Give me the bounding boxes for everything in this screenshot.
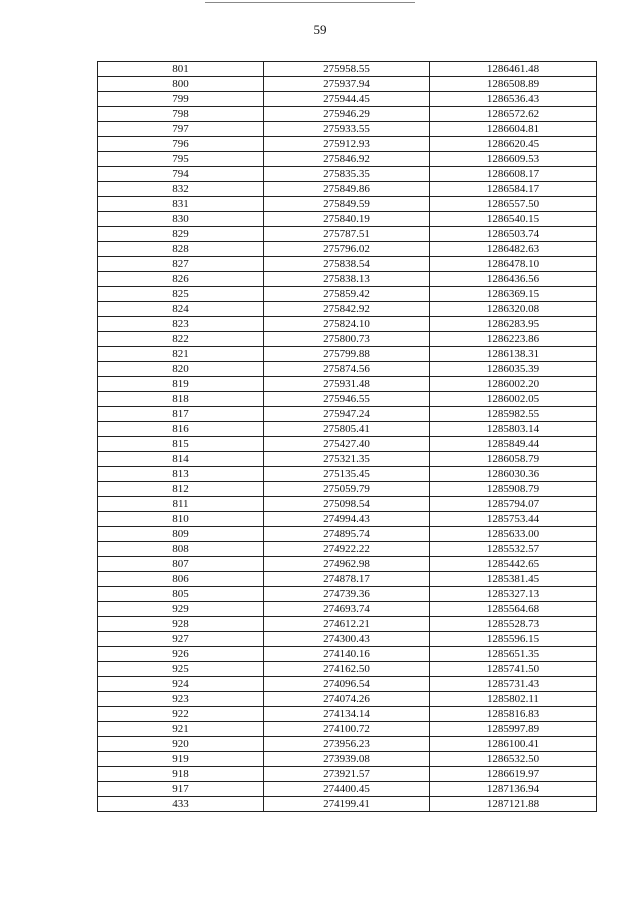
coordinates-table (97, 61, 597, 812)
point-number-cell: 795 (98, 152, 264, 167)
y-coordinate-cell: 1286572.62 (430, 107, 597, 122)
point-number-cell: 813 (98, 467, 264, 482)
y-coordinate-cell: 1286002.05 (430, 392, 597, 407)
point-number-cell: 812 (98, 482, 264, 497)
x-coordinate-cell: 275931.48 (264, 377, 430, 392)
table-row (98, 332, 597, 347)
x-coordinate-cell: 275946.55 (264, 392, 430, 407)
point-number-cell: 917 (98, 782, 264, 797)
table-row (98, 197, 597, 212)
point-number-cell: 827 (98, 257, 264, 272)
y-coordinate-cell: 1286035.39 (430, 362, 597, 377)
y-coordinate-cell: 1286540.15 (430, 212, 597, 227)
x-coordinate-cell: 273921.57 (264, 767, 430, 782)
table-row (98, 512, 597, 527)
table-row (98, 662, 597, 677)
point-number-cell: 819 (98, 377, 264, 392)
x-coordinate-cell: 274693.74 (264, 602, 430, 617)
table-row (98, 557, 597, 572)
table-row (98, 152, 597, 167)
point-number-cell: 797 (98, 122, 264, 137)
point-number-cell: 926 (98, 647, 264, 662)
point-number-cell: 924 (98, 677, 264, 692)
table-row (98, 632, 597, 647)
x-coordinate-cell: 275842.92 (264, 302, 430, 317)
x-coordinate-cell: 274100.72 (264, 722, 430, 737)
table-row (98, 527, 597, 542)
table-row (98, 317, 597, 332)
point-number-cell: 798 (98, 107, 264, 122)
table-row (98, 587, 597, 602)
point-number-cell: 830 (98, 212, 264, 227)
x-coordinate-cell: 275859.42 (264, 287, 430, 302)
y-coordinate-cell: 1285381.45 (430, 572, 597, 587)
table-row (98, 347, 597, 362)
x-coordinate-cell: 275944.45 (264, 92, 430, 107)
table-row (98, 497, 597, 512)
table-row (98, 167, 597, 182)
point-number-cell: 822 (98, 332, 264, 347)
x-coordinate-cell: 274400.45 (264, 782, 430, 797)
y-coordinate-cell: 1286058.79 (430, 452, 597, 467)
y-coordinate-cell: 1286478.10 (430, 257, 597, 272)
y-coordinate-cell: 1287121.88 (430, 797, 597, 812)
y-coordinate-cell: 1285753.44 (430, 512, 597, 527)
x-coordinate-cell: 275800.73 (264, 332, 430, 347)
y-coordinate-cell: 1285327.13 (430, 587, 597, 602)
y-coordinate-cell: 1285816.83 (430, 707, 597, 722)
table-row (98, 407, 597, 422)
table-row (98, 422, 597, 437)
point-number-cell: 808 (98, 542, 264, 557)
table-row (98, 737, 597, 752)
x-coordinate-cell: 275787.51 (264, 227, 430, 242)
top-rule (205, 2, 415, 3)
point-number-cell: 918 (98, 767, 264, 782)
y-coordinate-cell: 1286584.17 (430, 182, 597, 197)
x-coordinate-cell: 275840.19 (264, 212, 430, 227)
x-coordinate-cell: 275947.24 (264, 407, 430, 422)
table-row (98, 272, 597, 287)
y-coordinate-cell: 1285803.14 (430, 422, 597, 437)
x-coordinate-cell: 275874.56 (264, 362, 430, 377)
point-number-cell: 433 (98, 797, 264, 812)
y-coordinate-cell: 1285908.79 (430, 482, 597, 497)
table-row (98, 797, 597, 812)
x-coordinate-cell: 275849.59 (264, 197, 430, 212)
x-coordinate-cell: 273939.08 (264, 752, 430, 767)
y-coordinate-cell: 1285633.00 (430, 527, 597, 542)
x-coordinate-cell: 275796.02 (264, 242, 430, 257)
x-coordinate-cell: 274300.43 (264, 632, 430, 647)
x-coordinate-cell: 275933.55 (264, 122, 430, 137)
table-row (98, 467, 597, 482)
y-coordinate-cell: 1285997.89 (430, 722, 597, 737)
y-coordinate-cell: 1285564.68 (430, 602, 597, 617)
x-coordinate-cell: 274140.16 (264, 647, 430, 662)
y-coordinate-cell: 1286608.17 (430, 167, 597, 182)
y-coordinate-cell: 1286461.48 (430, 62, 597, 77)
table-row (98, 767, 597, 782)
table-row (98, 287, 597, 302)
point-number-cell: 820 (98, 362, 264, 377)
y-coordinate-cell: 1286482.63 (430, 242, 597, 257)
point-number-cell: 821 (98, 347, 264, 362)
point-number-cell: 807 (98, 557, 264, 572)
x-coordinate-cell: 274162.50 (264, 662, 430, 677)
point-number-cell: 811 (98, 497, 264, 512)
table-row (98, 137, 597, 152)
table-row (98, 62, 597, 77)
y-coordinate-cell: 1286138.31 (430, 347, 597, 362)
point-number-cell: 810 (98, 512, 264, 527)
y-coordinate-cell: 1285528.73 (430, 617, 597, 632)
table-row (98, 212, 597, 227)
table-row (98, 482, 597, 497)
y-coordinate-cell: 1286100.41 (430, 737, 597, 752)
x-coordinate-cell: 275135.45 (264, 467, 430, 482)
x-coordinate-cell: 274962.98 (264, 557, 430, 572)
page-number: 59 (313, 22, 327, 37)
point-number-cell: 922 (98, 707, 264, 722)
x-coordinate-cell: 274922.22 (264, 542, 430, 557)
y-coordinate-cell: 1286002.20 (430, 377, 597, 392)
table-row (98, 392, 597, 407)
x-coordinate-cell: 275098.54 (264, 497, 430, 512)
y-coordinate-cell: 1285982.55 (430, 407, 597, 422)
x-coordinate-cell: 274134.14 (264, 707, 430, 722)
table-row (98, 182, 597, 197)
y-coordinate-cell: 1285849.44 (430, 437, 597, 452)
table-row (98, 722, 597, 737)
point-number-cell: 919 (98, 752, 264, 767)
y-coordinate-cell: 1285442.65 (430, 557, 597, 572)
point-number-cell: 809 (98, 527, 264, 542)
y-coordinate-cell: 1285794.07 (430, 497, 597, 512)
point-number-cell: 818 (98, 392, 264, 407)
point-number-cell: 925 (98, 662, 264, 677)
y-coordinate-cell: 1286604.81 (430, 122, 597, 137)
point-number-cell: 815 (98, 437, 264, 452)
table-row (98, 647, 597, 662)
y-coordinate-cell: 1286609.53 (430, 152, 597, 167)
table-row (98, 677, 597, 692)
y-coordinate-cell: 1285731.43 (430, 677, 597, 692)
point-number-cell: 816 (98, 422, 264, 437)
point-number-cell: 824 (98, 302, 264, 317)
x-coordinate-cell: 274096.54 (264, 677, 430, 692)
x-coordinate-cell: 275059.79 (264, 482, 430, 497)
table-row (98, 77, 597, 92)
x-coordinate-cell: 275799.88 (264, 347, 430, 362)
x-coordinate-cell: 274878.17 (264, 572, 430, 587)
x-coordinate-cell: 274739.36 (264, 587, 430, 602)
x-coordinate-cell: 275835.35 (264, 167, 430, 182)
x-coordinate-cell: 274994.43 (264, 512, 430, 527)
x-coordinate-cell: 274612.21 (264, 617, 430, 632)
y-coordinate-cell: 1286508.89 (430, 77, 597, 92)
table-row (98, 107, 597, 122)
table-row (98, 572, 597, 587)
point-number-cell: 832 (98, 182, 264, 197)
table-row (98, 437, 597, 452)
y-coordinate-cell: 1286436.56 (430, 272, 597, 287)
table-row (98, 92, 597, 107)
table-row (98, 692, 597, 707)
coordinates-table-body (98, 62, 597, 812)
point-number-cell: 825 (98, 287, 264, 302)
x-coordinate-cell: 275849.86 (264, 182, 430, 197)
x-coordinate-cell: 275846.92 (264, 152, 430, 167)
x-coordinate-cell: 275958.55 (264, 62, 430, 77)
y-coordinate-cell: 1286557.50 (430, 197, 597, 212)
point-number-cell: 823 (98, 317, 264, 332)
y-coordinate-cell: 1285651.35 (430, 647, 597, 662)
point-number-cell: 806 (98, 572, 264, 587)
point-number-cell: 928 (98, 617, 264, 632)
point-number-cell: 800 (98, 77, 264, 92)
table-row (98, 122, 597, 137)
point-number-cell: 799 (98, 92, 264, 107)
point-number-cell: 796 (98, 137, 264, 152)
table-row (98, 617, 597, 632)
point-number-cell: 921 (98, 722, 264, 737)
y-coordinate-cell: 1286320.08 (430, 302, 597, 317)
table-row (98, 302, 597, 317)
x-coordinate-cell: 275946.29 (264, 107, 430, 122)
y-coordinate-cell: 1286223.86 (430, 332, 597, 347)
point-number-cell: 826 (98, 272, 264, 287)
point-number-cell: 920 (98, 737, 264, 752)
table-row (98, 227, 597, 242)
x-coordinate-cell: 275838.54 (264, 257, 430, 272)
y-coordinate-cell: 1285741.50 (430, 662, 597, 677)
table-row (98, 602, 597, 617)
table-row (98, 782, 597, 797)
table-row (98, 707, 597, 722)
point-number-cell: 828 (98, 242, 264, 257)
point-number-cell: 805 (98, 587, 264, 602)
table-row (98, 752, 597, 767)
x-coordinate-cell: 273956.23 (264, 737, 430, 752)
y-coordinate-cell: 1286620.45 (430, 137, 597, 152)
x-coordinate-cell: 275427.40 (264, 437, 430, 452)
x-coordinate-cell: 274074.26 (264, 692, 430, 707)
table-row (98, 242, 597, 257)
y-coordinate-cell: 1286536.43 (430, 92, 597, 107)
table-row (98, 452, 597, 467)
y-coordinate-cell: 1285596.15 (430, 632, 597, 647)
point-number-cell: 923 (98, 692, 264, 707)
point-number-cell: 817 (98, 407, 264, 422)
y-coordinate-cell: 1285532.57 (430, 542, 597, 557)
point-number-cell: 829 (98, 227, 264, 242)
table-row (98, 257, 597, 272)
x-coordinate-cell: 274895.74 (264, 527, 430, 542)
x-coordinate-cell: 274199.41 (264, 797, 430, 812)
y-coordinate-cell: 1285802.11 (430, 692, 597, 707)
point-number-cell: 794 (98, 167, 264, 182)
point-number-cell: 929 (98, 602, 264, 617)
point-number-cell: 927 (98, 632, 264, 647)
y-coordinate-cell: 1286503.74 (430, 227, 597, 242)
y-coordinate-cell: 1286369.15 (430, 287, 597, 302)
point-number-cell: 801 (98, 62, 264, 77)
x-coordinate-cell: 275912.93 (264, 137, 430, 152)
y-coordinate-cell: 1286619.97 (430, 767, 597, 782)
x-coordinate-cell: 275937.94 (264, 77, 430, 92)
y-coordinate-cell: 1286030.36 (430, 467, 597, 482)
table-row (98, 362, 597, 377)
x-coordinate-cell: 275824.10 (264, 317, 430, 332)
y-coordinate-cell: 1286532.50 (430, 752, 597, 767)
y-coordinate-cell: 1287136.94 (430, 782, 597, 797)
x-coordinate-cell: 275805.41 (264, 422, 430, 437)
point-number-cell: 831 (98, 197, 264, 212)
x-coordinate-cell: 275321.35 (264, 452, 430, 467)
point-number-cell: 814 (98, 452, 264, 467)
table-row (98, 542, 597, 557)
y-coordinate-cell: 1286283.95 (430, 317, 597, 332)
table-row (98, 377, 597, 392)
x-coordinate-cell: 275838.13 (264, 272, 430, 287)
